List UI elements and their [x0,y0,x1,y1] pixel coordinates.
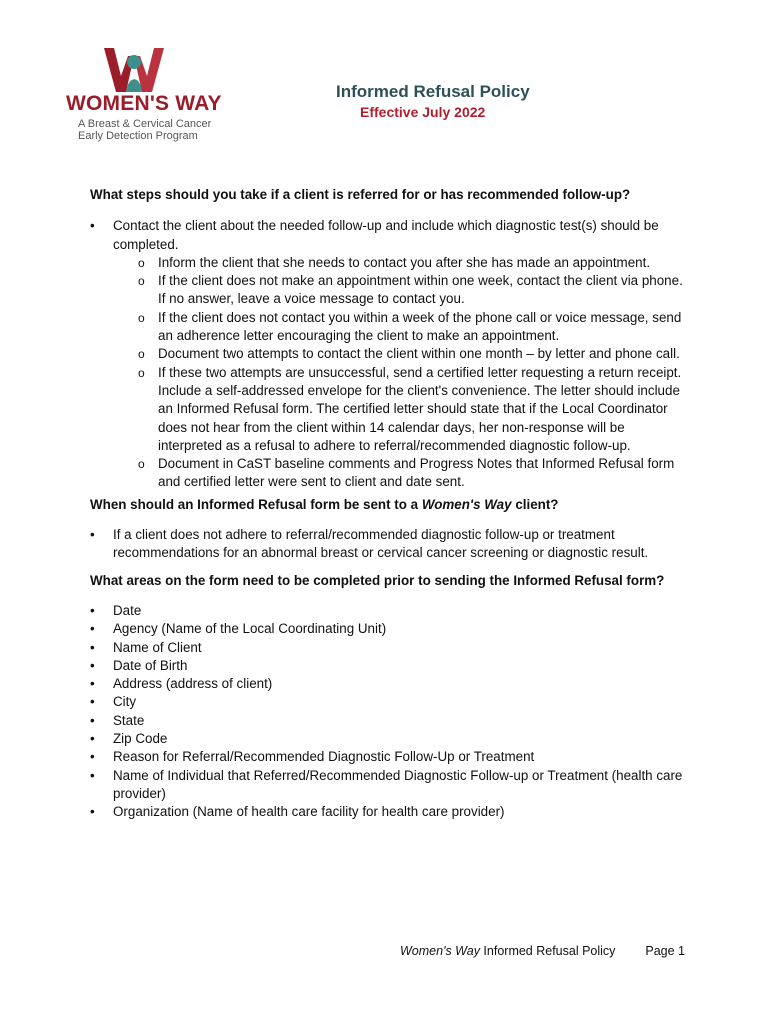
list-item: • Address (address of client) [90,675,690,693]
sub-item: o Document two attempts to contact the client within one month – by letter and phone call. [113,345,690,363]
logo-tagline-line-1: A Breast & Cervical Cancer [78,118,212,130]
sub-item: o If the client does not make an appointment within one week, contact the client via phone. If no answer, leave a voice message to contact you. [113,272,690,309]
section2-heading [90,496,690,514]
list-item: • City [90,693,690,711]
section2-heading-end: client? [511,496,559,512]
footer-program: Women's Way [400,944,480,958]
page-number: Page 1 [645,944,685,958]
section1-sublist [113,254,690,492]
section1-bullet [90,217,690,491]
section2-list [90,526,690,563]
form-fields-list [90,602,690,822]
sub-item: o If these two attempts are unsuccessful, send a certified letter requesting a return receipt. Include a self-addressed envelope for the client's convenience. The letter should include an Informed Refusal form. The certified letter should state that if the Local Coordinator does not hear from the client within 14 calendar days, her non-response will be interpreted as a refusal to adhere to referral/recommended diagnostic follow-up. [113,364,690,455]
list-item: • Reason for Referral/Recommended Diagnostic Follow-Up or Treatment [90,748,690,766]
page-title: Informed Refusal Policy [336,82,530,101]
effective-date: Effective July 2022 [360,104,486,120]
logo-tagline-line-2: Early Detection Program [78,130,198,142]
sub-item: o If the client does not contact you within a week of the phone call or voice message, send an adherence letter encouraging the client to make an appointment. [113,309,690,346]
sub-item: o Inform the client that she needs to contact you after she has made an appointment. [113,254,690,272]
list-item: • Zip Code [90,730,690,748]
section2-bullet: • If a client does not adhere to referral/recommended diagnostic follow-up or treatment recommendations for an abnormal breast or cervical cancer screening or diagnostic result. [90,526,690,563]
logo-w-mark-icon [104,46,164,94]
list-item: • Agency (Name of the Local Coordinating Unit) [90,620,690,638]
list-item: • State [90,712,690,730]
womens-way-logo [66,46,236,146]
section3-heading: What areas on the form need to be completed prior to sending the Informed Refusal form? [90,572,665,588]
sub-item: o Document in CaST baseline comments and Progress Notes that Informed Refusal form and certified letter were sent to client and date sent. [113,455,690,492]
section1-heading: What steps should you take if a client is referred for or has recommended follow-up? [90,187,631,202]
section2-heading-program: Women's Way [421,496,512,512]
policy-content [90,186,690,822]
list-item: • Name of Individual that Referred/Recommended Diagnostic Follow-up or Treatment (health care provider) [90,767,690,804]
section2-heading-start: When should an Informed Refusal form be sent to a [90,496,422,512]
footer-doc-title: Informed Refusal Policy [479,944,616,958]
page-footer [400,944,685,958]
list-item: • Organization (Name of health care facility for health care provider) [90,803,690,821]
section1-list [90,217,690,491]
logo-brand-text: WOMEN'S WAY [66,92,222,115]
list-item: • Name of Client [90,639,690,657]
list-item: • Date of Birth [90,657,690,675]
list-item: • Date [90,602,690,620]
section1-bullet-text: Contact the client about the needed follow-up and include which diagnostic test(s) should be completed. [113,218,659,252]
